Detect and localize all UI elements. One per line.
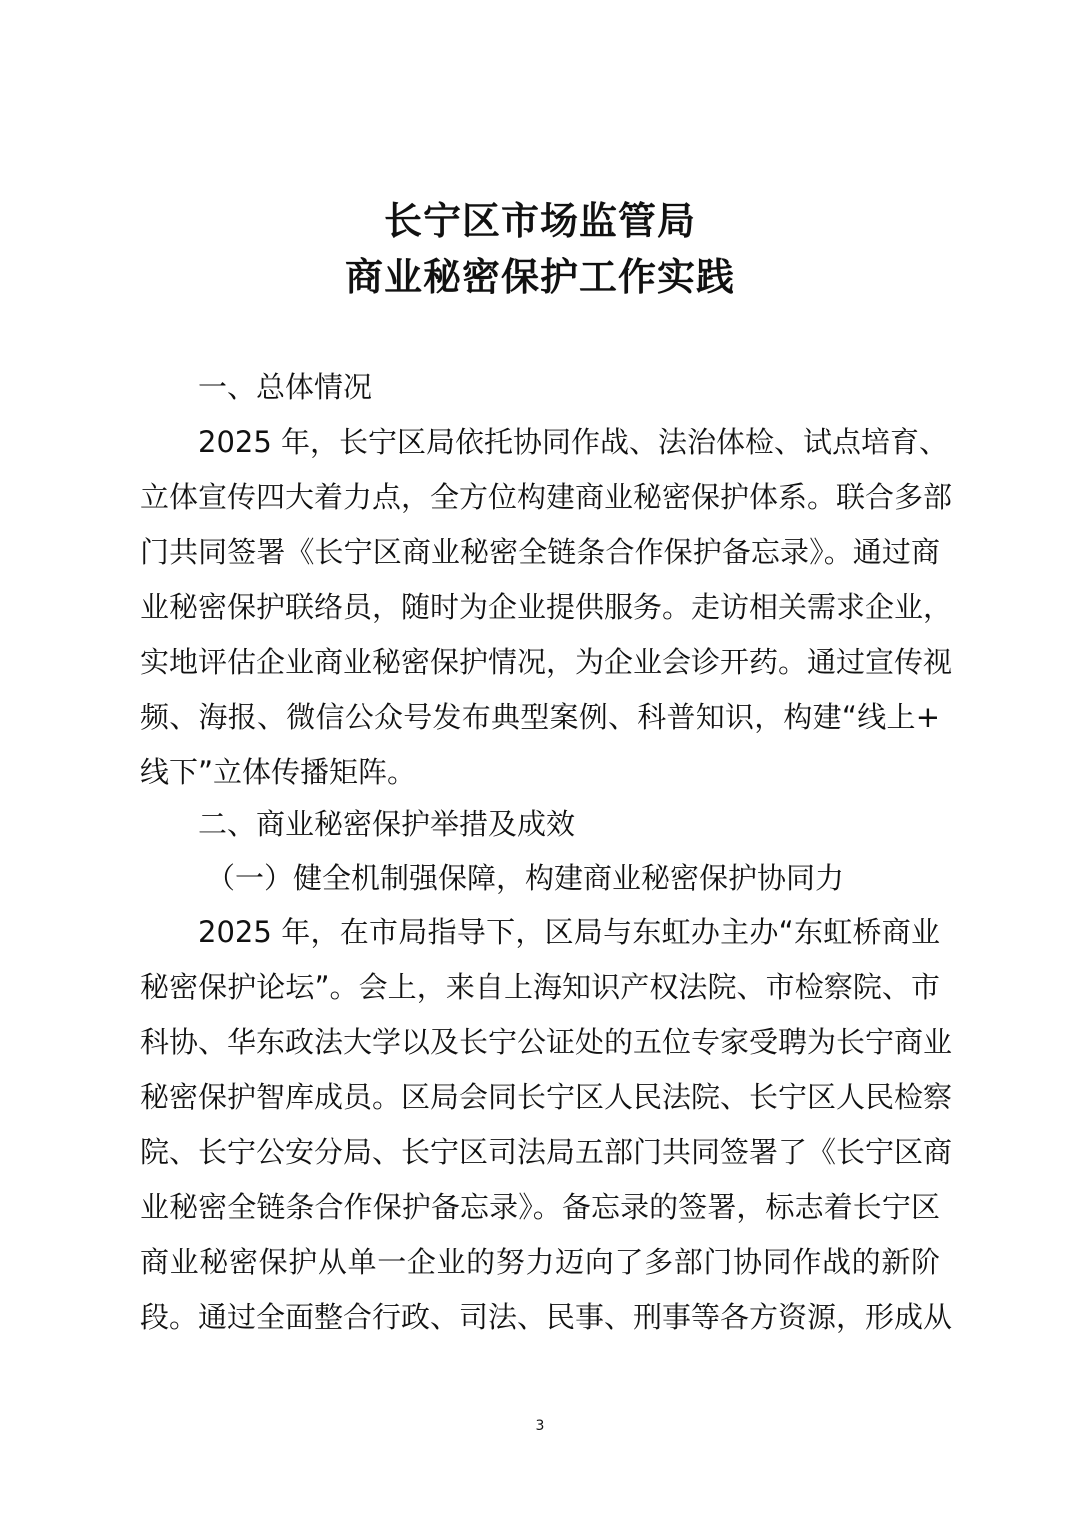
paragraph-line: 科协、华东政法大学以及长宁公证处的五位专家受聘为长宁商业 <box>140 1025 953 1059</box>
paragraph-line: 业秘密全链条合作保护备忘录》。备忘录的签署，标志着长宁区 <box>140 1190 940 1224</box>
paragraph-line: 秘密保护论坛”。会上，来自上海知识产权法院、市检察院、市 <box>140 970 940 1004</box>
paragraph-line: 秘密保护智库成员。区局会同长宁区人民法院、长宁区人民检察 <box>140 1080 953 1114</box>
paragraph-line: 商业秘密保护从单一企业的努力迈向了多部门协同作战的新阶 <box>140 1245 940 1279</box>
paragraph-line: 立体宣传四大着力点，全方位构建商业秘密保护体系。联合多部 <box>140 480 953 514</box>
paragraph-line: 线下”立体传播矩阵。 <box>140 755 417 789</box>
document-title-line-1: 长宁区市场监管局 <box>383 198 696 243</box>
paragraph-line: 频、海报、微信公众号发布典型案例、科普知识，构建“线上+ <box>140 700 940 734</box>
paragraph-line: 2025 年，在市局指导下，区局与东虹办主办“东虹桥商业 <box>198 915 940 949</box>
subsection-heading-mechanism: （一）健全机制强保障，构建商业秘密保护协同力 <box>206 861 845 895</box>
paragraph-line: 院、长宁公安分局、长宁区司法局五部门共同签署了《长宁区商 <box>140 1135 953 1169</box>
paragraph-line: 段。通过全面整合行政、司法、民事、刑事等各方资源，形成从 <box>140 1300 953 1334</box>
paragraph-line: 业秘密保护联络员，随时为企业提供服务。走访相关需求企业， <box>140 590 953 624</box>
section-heading-measures: 二、商业秘密保护举措及成效 <box>198 807 576 841</box>
paragraph-line: 实地评估企业商业秘密保护情况，为企业会诊开药。通过宣传视 <box>140 645 953 679</box>
page-number: 3 <box>535 1418 545 1434</box>
paragraph-line: 2025 年，长宁区局依托协同作战、法治体检、试点培育、 <box>198 425 949 459</box>
paragraph-line: 门共同签署《长宁区商业秘密全链条合作保护备忘录》。通过商 <box>140 535 940 569</box>
section-heading-overview: 一、总体情况 <box>198 370 373 404</box>
document-title-line-2: 商业秘密保护工作实践 <box>344 254 735 299</box>
